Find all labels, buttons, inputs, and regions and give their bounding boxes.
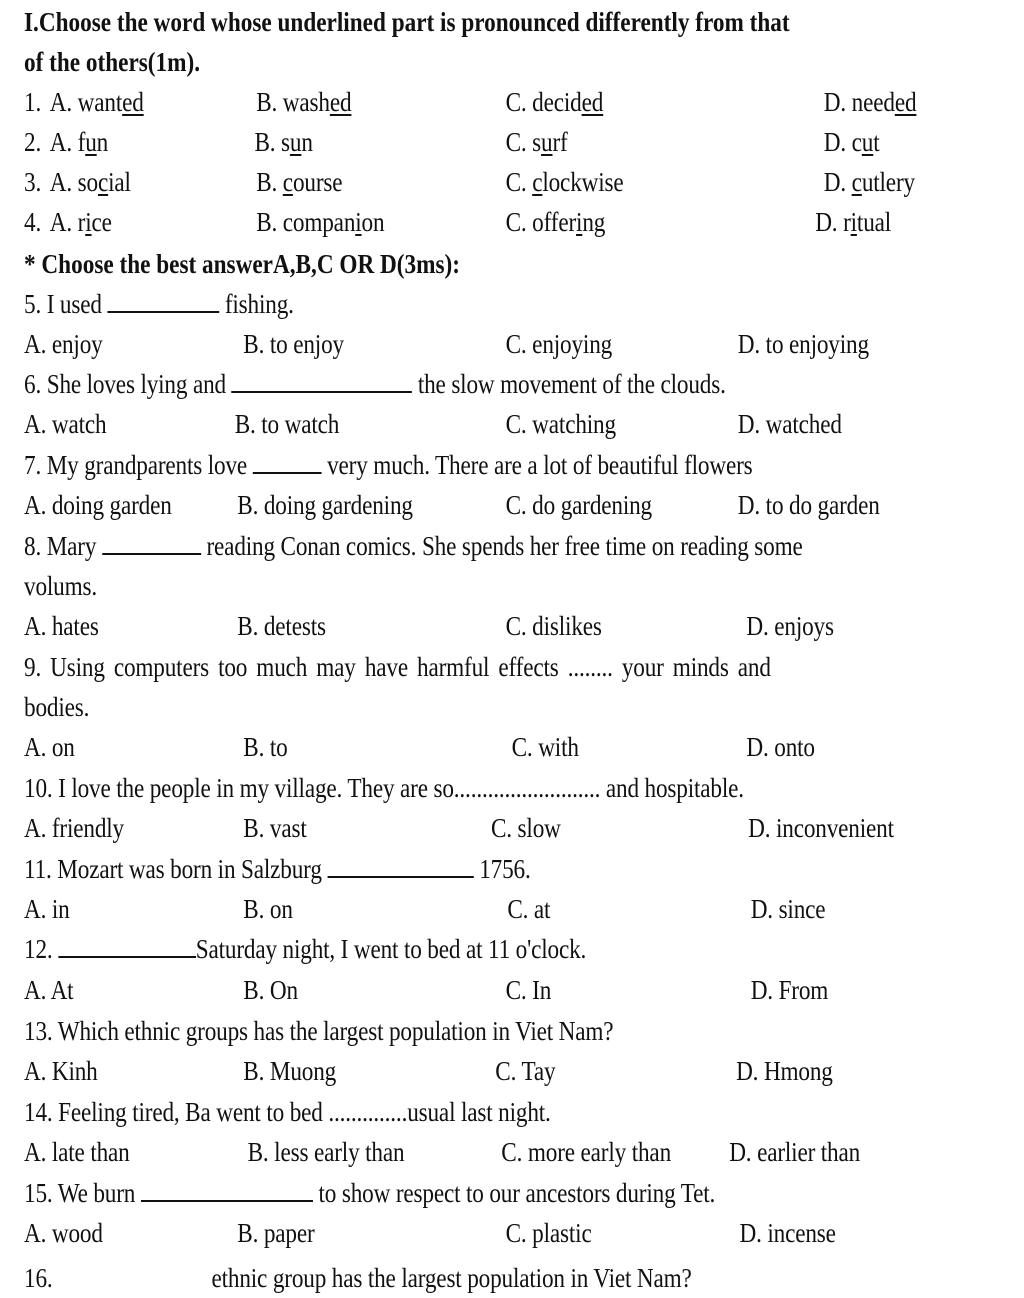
- option-b[interactable]: B. to watch: [234, 409, 340, 439]
- option-c[interactable]: C. offering: [505, 207, 606, 237]
- option-d[interactable]: D. ritual: [815, 207, 892, 237]
- underlined-part: ed: [894, 87, 917, 117]
- option-d[interactable]: D. watched: [737, 409, 842, 439]
- option-a[interactable]: A. late than: [24, 1137, 130, 1167]
- option-d[interactable]: D. onto: [746, 732, 815, 762]
- question-6: 6. She loves lying and the slow movement of the clouds.: [24, 369, 726, 399]
- underlined-part: c: [282, 167, 293, 197]
- option-c[interactable]: C. more early than: [501, 1137, 672, 1167]
- option-c[interactable]: C. Tay: [495, 1056, 556, 1086]
- option-b[interactable]: B. vast: [243, 813, 307, 843]
- option-a[interactable]: A. At: [24, 975, 74, 1005]
- option-b[interactable]: B. to enjoy: [243, 329, 344, 359]
- underlined-part: c: [851, 167, 862, 197]
- answer-blank[interactable]: [141, 1176, 313, 1202]
- option-b[interactable]: B. paper: [237, 1218, 315, 1248]
- option-c[interactable]: C. surf: [505, 127, 568, 157]
- question-5: 5. I used fishing.: [24, 289, 294, 319]
- answer-blank[interactable]: [253, 448, 322, 474]
- option-b[interactable]: B. less early than: [247, 1137, 405, 1167]
- underlined-part: u: [289, 127, 302, 157]
- underlined-part: ed: [122, 87, 144, 117]
- question-9: 9. Using computers too much may have harmful effects ........ your minds and: [24, 652, 771, 682]
- option-a[interactable]: A. hates: [24, 611, 99, 641]
- option-a[interactable]: A. fun: [49, 127, 109, 157]
- option-b[interactable]: B. to: [243, 732, 288, 762]
- question-8: 8. Mary reading Conan comics. She spends her free time on reading some: [24, 531, 803, 561]
- question-number: 2.: [24, 127, 42, 157]
- underlined-part: c: [532, 167, 543, 197]
- option-b[interactable]: B. companion: [256, 207, 385, 237]
- option-b[interactable]: B. on: [243, 894, 293, 924]
- question-7: 7. My grandparents love very much. There are a lot of beautiful flowers: [24, 450, 753, 480]
- question-number: 1.: [24, 87, 42, 117]
- option-d[interactable]: D. inconvenient: [748, 813, 894, 843]
- question-number: 3.: [24, 167, 42, 197]
- answer-blank[interactable]: [58, 932, 196, 958]
- answer-blank[interactable]: [232, 367, 413, 393]
- underlined-part: u: [861, 127, 874, 157]
- option-b[interactable]: B. washed: [256, 87, 352, 117]
- option-c[interactable]: C. plastic: [505, 1218, 592, 1248]
- answer-blank[interactable]: [107, 287, 219, 313]
- option-d[interactable]: D. to enjoying: [737, 329, 869, 359]
- option-a[interactable]: A. wood: [24, 1218, 103, 1248]
- underlined-part: i: [576, 207, 583, 237]
- underlined-part: i: [850, 207, 857, 237]
- section2-title: * Choose the best answerA,B,C OR D(3ms):: [24, 249, 460, 279]
- option-a[interactable]: A. on: [24, 732, 75, 762]
- option-d[interactable]: D. cutlery: [823, 167, 915, 197]
- option-d[interactable]: D. enjoys: [746, 611, 834, 641]
- answer-blank[interactable]: [102, 529, 201, 555]
- underlined-part: i: [355, 207, 362, 237]
- question-14: 14. Feeling tired, Ba went to bed ..............usual last night.: [24, 1097, 551, 1127]
- option-b[interactable]: B. sun: [254, 127, 313, 157]
- option-d[interactable]: D. cut: [823, 127, 880, 157]
- section1-title-line2: of the others(1m).: [24, 47, 201, 77]
- question-11: 11. Mozart was born in Salzburg 1756.: [24, 854, 531, 884]
- section1-title-line1: I.Choose the word whose underlined part is pronounced differently from that: [24, 7, 790, 37]
- answer-blank[interactable]: [327, 852, 473, 878]
- option-c[interactable]: C. at: [507, 894, 551, 924]
- option-a[interactable]: A. Kinh: [24, 1056, 98, 1086]
- option-c[interactable]: C. enjoying: [505, 329, 613, 359]
- option-c[interactable]: C. In: [505, 975, 552, 1005]
- option-a[interactable]: A. friendly: [24, 813, 125, 843]
- option-c[interactable]: C. slow: [490, 813, 561, 843]
- option-a[interactable]: A. doing garden: [24, 490, 172, 520]
- underlined-part: ed: [329, 87, 352, 117]
- option-b[interactable]: B. detests: [237, 611, 326, 641]
- option-c[interactable]: C. with: [511, 732, 579, 762]
- option-d[interactable]: D. From: [750, 975, 829, 1005]
- option-a[interactable]: A. enjoy: [24, 329, 103, 359]
- option-a[interactable]: A. in: [24, 894, 70, 924]
- option-c[interactable]: C. do gardening: [505, 490, 653, 520]
- option-d[interactable]: D. needed: [823, 87, 917, 117]
- underlined-part: ed: [581, 87, 604, 117]
- option-b[interactable]: B. doing gardening: [237, 490, 413, 520]
- option-d[interactable]: D. to do garden: [737, 490, 880, 520]
- underlined-part: u: [541, 127, 553, 157]
- underlined-part: i: [85, 207, 92, 237]
- option-d[interactable]: D. earlier than: [729, 1137, 861, 1167]
- question-12: 12. Saturday night, I went to bed at 11 o'clock.: [24, 934, 587, 964]
- option-a[interactable]: A. wanted: [49, 87, 144, 117]
- question-10: 10. I love the people in my village. They are so.......................... and hospitable.: [24, 773, 744, 803]
- option-c[interactable]: C. decided: [505, 87, 604, 117]
- option-b[interactable]: B. course: [256, 167, 343, 197]
- question-9-cont: bodies.: [24, 692, 90, 722]
- option-c[interactable]: C. clockwise: [505, 167, 624, 197]
- option-d[interactable]: D. since: [750, 894, 826, 924]
- option-d[interactable]: D. incense: [739, 1218, 836, 1248]
- question-15: 15. We burn to show respect to our ancestors during Tet.: [24, 1178, 716, 1208]
- question-8-cont: volums.: [24, 571, 97, 601]
- option-a[interactable]: A. rice: [49, 207, 112, 237]
- option-c[interactable]: C. dislikes: [505, 611, 602, 641]
- option-d[interactable]: D. Hmong: [736, 1056, 833, 1086]
- underlined-part: c: [97, 167, 109, 197]
- option-a[interactable]: A. watch: [24, 409, 107, 439]
- question-number: 4.: [24, 207, 42, 237]
- question-13: 13. Which ethnic groups has the largest population in Viet Nam?: [24, 1016, 614, 1046]
- option-a[interactable]: A. social: [49, 167, 131, 197]
- option-c[interactable]: C. watching: [505, 409, 616, 439]
- option-b[interactable]: B. On: [243, 975, 298, 1005]
- option-b[interactable]: B. Muong: [243, 1056, 337, 1086]
- underlined-part: u: [85, 127, 97, 157]
